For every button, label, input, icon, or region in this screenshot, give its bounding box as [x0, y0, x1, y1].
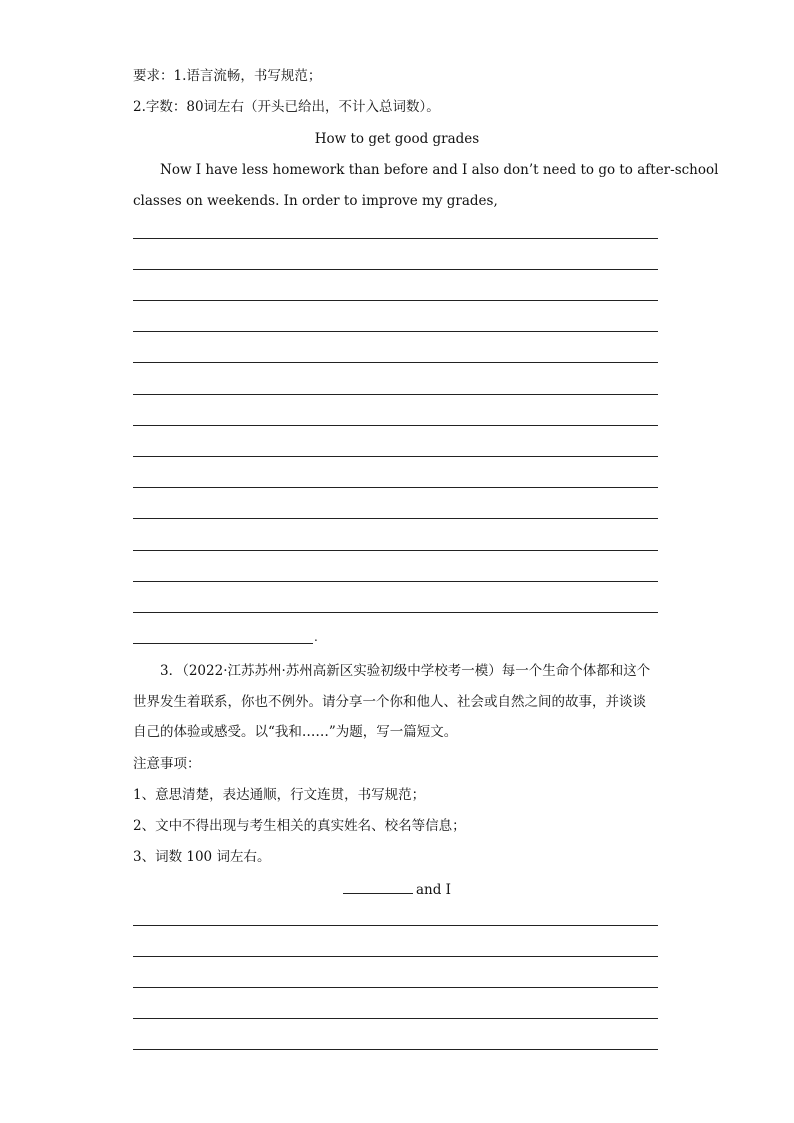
opening-line-2: classes on weekends. In order to improve my grades,	[133, 193, 498, 209]
question3-line-1: 3．（2022·江苏苏州·苏州高新区实验初级中学校考一模）每一个生命个体都和这个	[160, 663, 651, 679]
writing-line-short	[133, 643, 313, 644]
note-2: 2、文中不得出现与考生相关的真实姓名、校名等信息；	[133, 818, 466, 834]
writing-line	[133, 487, 658, 488]
writing-line	[133, 394, 658, 395]
writing-line	[133, 362, 658, 363]
writing-line	[133, 1018, 658, 1019]
writing-line	[133, 925, 658, 926]
note-3: 3、词数 100 词左右。	[133, 849, 271, 865]
writing-line	[133, 612, 658, 613]
writing-line	[133, 518, 658, 519]
writing-line	[133, 238, 658, 239]
writing-line	[133, 300, 658, 301]
writing-line	[133, 987, 658, 988]
requirement-line-1: 要求：1.语言流畅，书写规范；	[133, 68, 322, 84]
writing-line	[133, 425, 658, 426]
writing-line	[133, 1049, 658, 1050]
requirement-line-2: 2.字数：80词左右（开头已给出，不计入总词数）。	[133, 99, 440, 115]
writing-line	[133, 581, 658, 582]
writing-line	[133, 331, 658, 332]
end-period: .	[314, 630, 318, 644]
question3-line-2: 世界发生着联系，你也不例外。请分享一个你和他人、社会或自然之间的故事，并谈谈	[133, 694, 646, 710]
writing-line	[133, 269, 658, 270]
writing-line	[133, 956, 658, 957]
writing-line	[133, 456, 658, 457]
notes-heading: 注意事项：	[133, 756, 201, 772]
essay-title: How to get good grades	[314, 131, 480, 147]
title-blank[interactable]	[343, 879, 413, 894]
question3-line-3: 自己的体验或感受。以“我和……”为题，写一篇短文。	[133, 724, 458, 740]
question3-title	[0, 879, 794, 899]
note-1: 1、意思清楚，表达通顺，行文连贯，书写规范；	[133, 787, 426, 803]
opening-line-1: Now I have less homework than before and I also don’t need to go to after-school	[160, 162, 719, 178]
title-suffix: and I	[415, 882, 451, 898]
writing-line	[133, 550, 658, 551]
